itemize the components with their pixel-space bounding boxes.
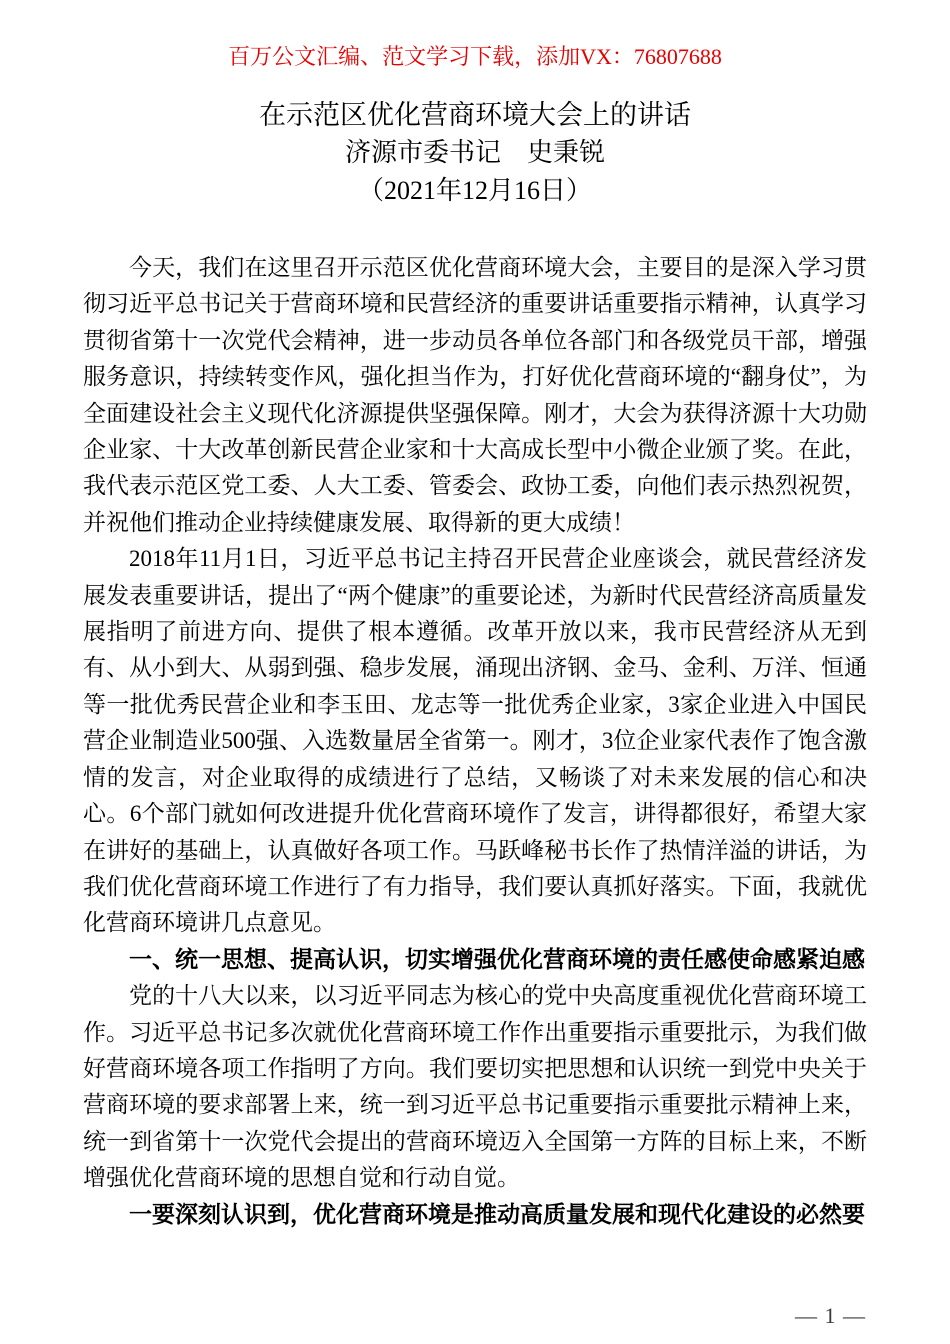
header-notice: 百万公文汇编、范文学习下载，添加VX：76807688 (228, 44, 722, 69)
document-body (83, 250, 867, 1233)
paragraph: 党的十八大以来，以习近平同志为核心的党中央高度重视优化营商环境工作。习近平总书记多次就优化营商环境工作作出重要指示重要批示，为我们做好营商环境各项工作指明了方向。我们要切实把思想和认识统一到党中央关于营商环境的要求部署上来，统一到习近平总书记重要指示重要批示精神上来，统一到省第十一次党代会提出的营商环境迈入全国第一方阵的目标上来，不断增强优化营商环境的思想自觉和行动自觉。 (83, 983, 867, 1191)
document-author: 济源市委书记 史秉锐 (344, 138, 605, 167)
paragraph: 今天，我们在这里召开示范区优化营商环境大会，主要目的是深入学习贯彻习近平总书记关于营商环境和民营经济的重要讲话重要指示精神，认真学习贯彻省第十一次党代会精神，进一步动员各单位各部门和各级党员干部，增强服务意识，持续转变作风，强化担当作为，打好优化营商环境的“翻身仗”，为全面建设社会主义现代化济源提供坚强保障。刚才，大会为获得济源十大功勋企业家、十大改革创新民营企业家和十大高成长型中小微企业颁了奖。在此，我代表示范区党工委、人大工委、管委会、政协工委，向他们表示热烈祝贺，并祝他们推动企业持续健康发展、取得新的更大成绩！ (83, 255, 867, 535)
paragraph: 2018年11月1日，习近平总书记主持召开民营企业座谈会，就民营经济发展发表重要讲话，提出了“两个健康”的重要论述，为新时代民营经济高质量发展指明了前进方向、提供了根本遵循。改革开放以来，我市民营经济从无到有、从小到大、从弱到强、稳步发展，涌现出济钢、金马、金利、万洋、恒通等一批优秀民营企业和李玉田、龙志等一批优秀企业家，3家企业进入中国民营企业制造业500强、入选数量居全省第一。刚才，3位企业家代表作了饱含激情的发言，对企业取得的成绩进行了总结，又畅谈了对未来发展的信心和决心。6个部门就如何改进提升优化营商环境作了发言，讲得都很好，希望大家在讲好的基础上，认真做好各项工作。马跃峰秘书长作了热情洋溢的讲话，为我们优化营商环境工作进行了有力指导，我们要认真抓好落实。下面，我就优化营商环境讲几点意见。 (83, 546, 867, 936)
document-title: 在示范区优化营商环境大会上的讲话 (259, 100, 691, 130)
section-heading: 一要深刻认识到，优化营商环境是推动高质量发展和现代化建设的必然要 (129, 1201, 865, 1227)
document-date: （2021年12月16日） (357, 176, 592, 205)
page-number: — 1 — (795, 1303, 866, 1328)
section-heading: 一、统一思想、提高认识，切实增强优化营商环境的责任感使命感紧迫感 (129, 946, 865, 972)
